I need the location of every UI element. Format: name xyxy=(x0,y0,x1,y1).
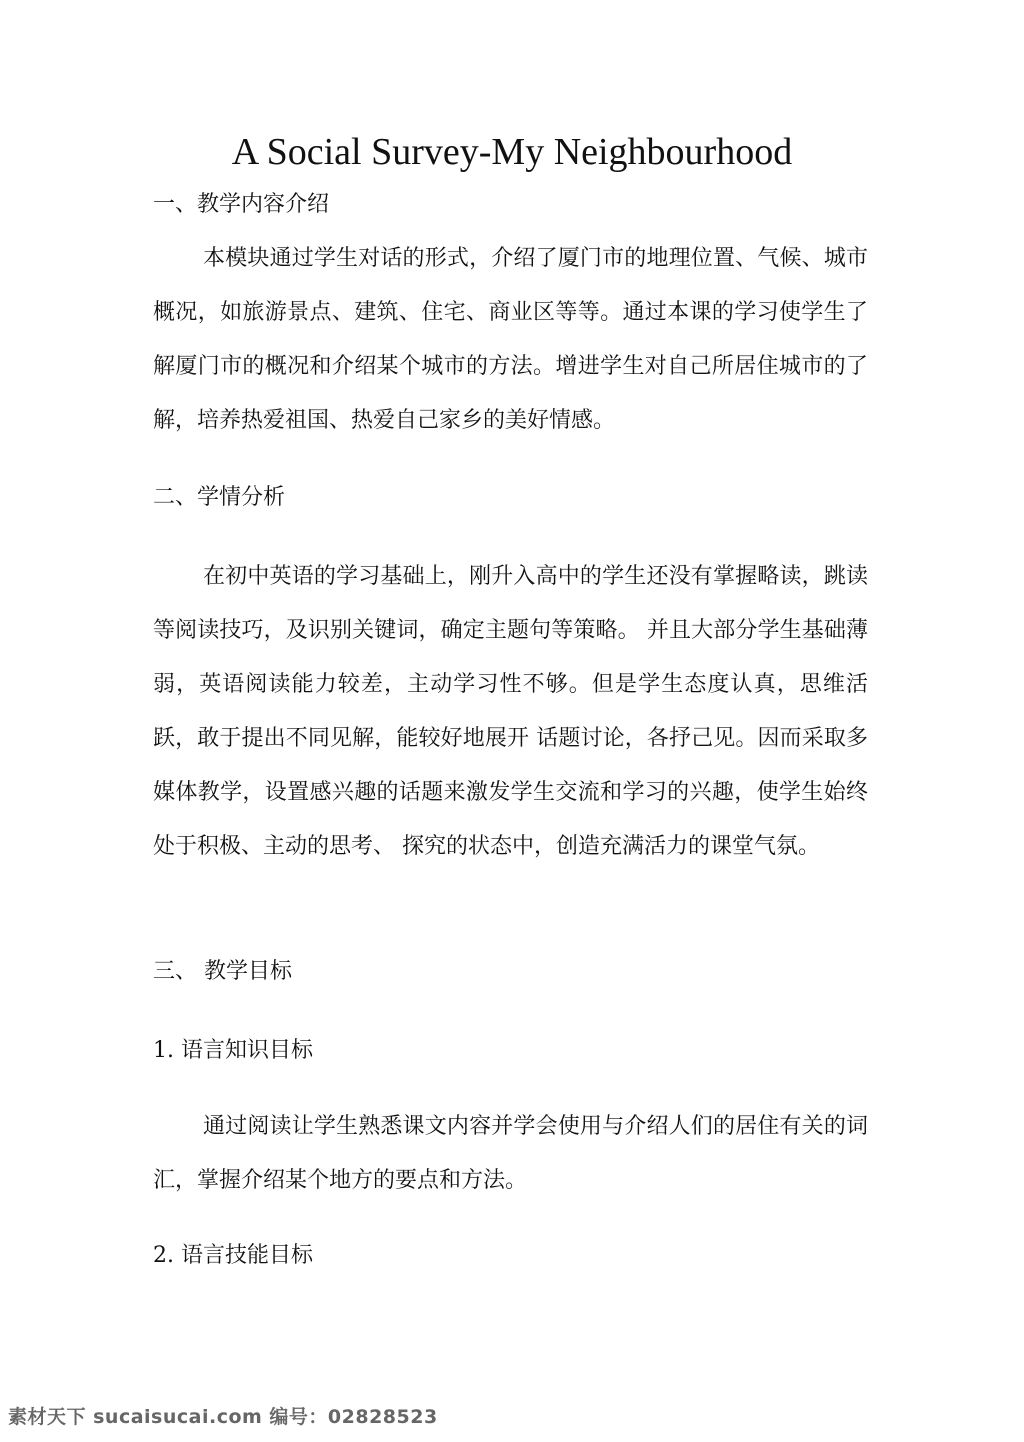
section-1-text: 本模块通过学生对话的形式，介绍了厦门市的地理位置、气候、城市概况，如旅游景点、建筑、住宅、商业区等等。通过本课的学习使学生了解厦门市的概况和介绍某个城市的方法。增进学生对自己所居住城市的了解，培养热爱祖国、热爱自己家乡的美好情感。 xyxy=(153,246,868,433)
document-title: A Social Survey-My Neighbourhood xyxy=(231,131,793,173)
section-2-text: 在初中英语的学习基础上，刚升入高中的学生还没有掌握略读，跳读等阅读技巧，及识别关键词，确定主题句等策略。 并且大部分学生基础薄弱，英语阅读能力较差，主动学习性不够。但是学生态度认真，思维活跃，敢于提出不同见解，能较好地展开 话题讨论，各抒己见。因而采取多媒体教学，设置感兴趣的话题来激发学生交流和学习的兴趣，使学生始终处于积极、主动的思考、 探究的状态中，创造充满活力的课堂气氛。 xyxy=(153,564,868,859)
watermark-text: 素材天下 sucaisucai.com 编号：02828523 xyxy=(8,1406,438,1428)
section-3-heading: 三、 教学目标 xyxy=(153,959,292,984)
subsection-1-text: 通过阅读让学生熟悉课文内容并学会使用与介绍人们的居住有关的词汇，掌握介绍某个地方的要点和方法。 xyxy=(153,1114,868,1193)
section-2-paragraph xyxy=(153,550,868,874)
section-2-heading: 二、学情分析 xyxy=(153,485,286,510)
section-1-heading: 一、教学内容介绍 xyxy=(153,192,330,217)
subsection-1-heading: 1. 语言知识目标 xyxy=(153,1038,313,1063)
subsection-1-paragraph xyxy=(153,1100,868,1208)
subsection-2-heading: 2. 语言技能目标 xyxy=(153,1243,313,1268)
section-1-paragraph xyxy=(153,232,868,448)
